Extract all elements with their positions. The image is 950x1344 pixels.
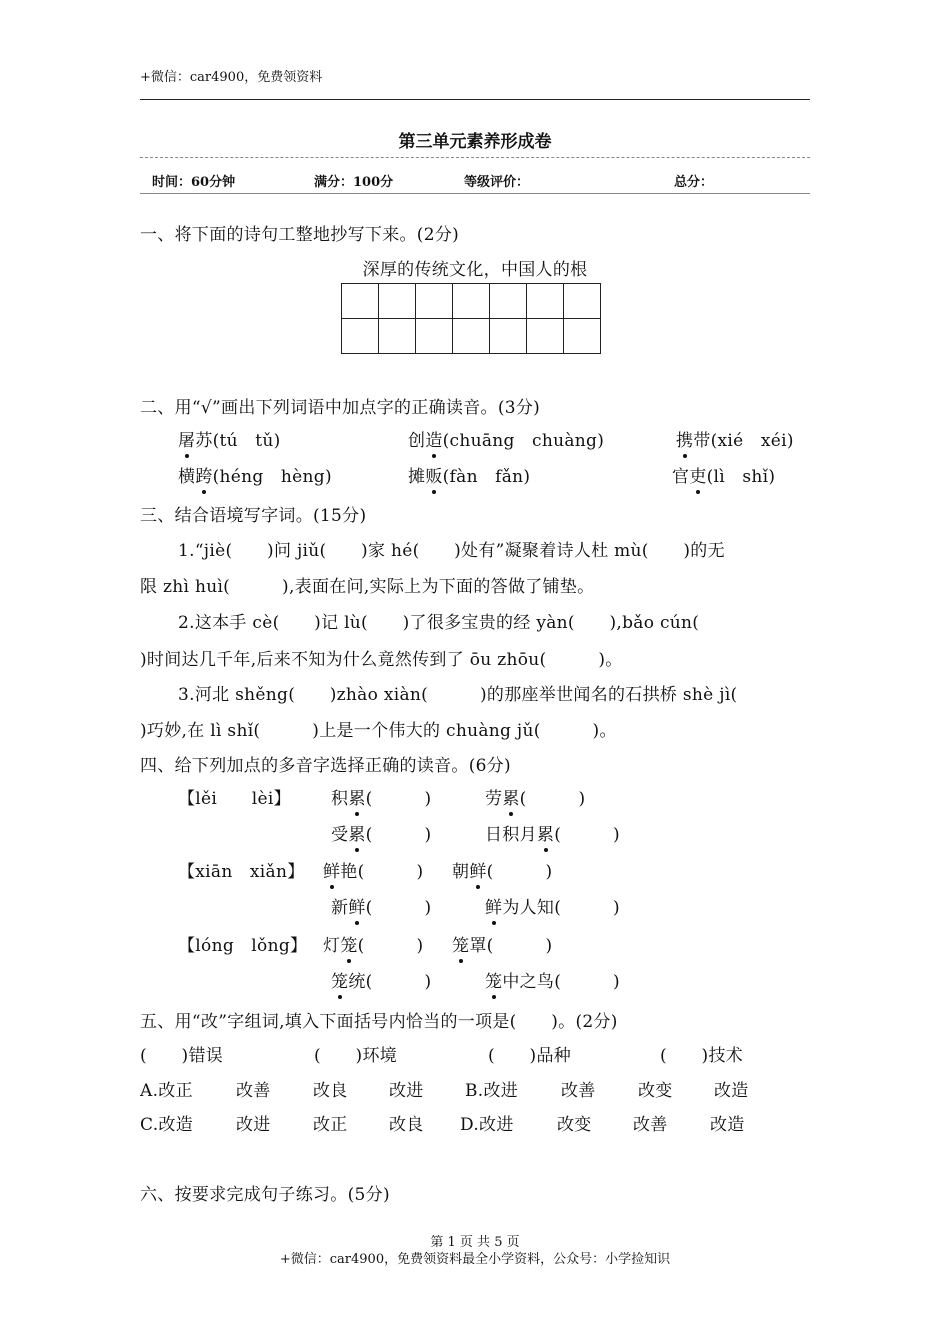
exam-grade: 等级评价： xyxy=(464,175,530,190)
q4-item: 笼罩( ) xyxy=(452,931,552,956)
grid-cell[interactable] xyxy=(527,284,564,319)
q2-item: 屠苏(tú tǔ) xyxy=(178,426,281,451)
grid-cell[interactable] xyxy=(379,319,416,354)
dotted-char: 笼 xyxy=(452,931,469,956)
option-word: 改变 xyxy=(638,1081,673,1101)
q2-heading: 二、用“√”画出下列词语中加点字的正确读音。(3分) xyxy=(140,398,541,418)
grid-cell[interactable] xyxy=(490,284,527,319)
q4-item: 鲜为人知( ) xyxy=(485,893,620,918)
q2-item: 创造(chuāng chuàng) xyxy=(408,426,604,451)
dotted-char: 笼 xyxy=(485,967,502,992)
q1-heading: 一、将下面的诗句工整地抄写下来。(2分) xyxy=(140,225,460,245)
dotted-char: 鲜 xyxy=(323,857,340,882)
q2-item: 摊贩(fàn fǎn) xyxy=(408,462,530,487)
dotted-char: 携 xyxy=(676,426,693,451)
option-word: 改正 xyxy=(313,1115,348,1135)
q3-line: 限 zhì huì( ),表面在问,实际上为下面的答做了铺垫。 xyxy=(140,577,595,597)
grid-cell[interactable] xyxy=(379,284,416,319)
q4-label: 【lěi lèi】 xyxy=(178,789,291,809)
option-word: 改变 xyxy=(557,1115,592,1135)
q4-item: 劳累( ) xyxy=(485,784,585,809)
dotted-char: 累 xyxy=(502,784,519,809)
grid-cell[interactable] xyxy=(453,284,490,319)
header-note: +微信：car4900，免费领资料 xyxy=(140,70,323,85)
q4-item: 受累( ) xyxy=(331,820,431,845)
option-word: 改造 xyxy=(714,1081,749,1101)
exam-title: 第三单元素养形成卷 xyxy=(398,132,552,152)
dotted-char: 累 xyxy=(537,820,554,845)
q4-label: 【lóng lǒng】 xyxy=(178,936,308,956)
option-word: 改进 xyxy=(236,1115,271,1135)
option-word: 改善 xyxy=(633,1115,668,1135)
option-label: A.改正 xyxy=(140,1081,193,1101)
page-number: 第 1 页 共 5 页 xyxy=(430,1235,520,1250)
grid-cell[interactable] xyxy=(490,319,527,354)
q4-item: 积累( ) xyxy=(331,784,431,809)
option-word: 改良 xyxy=(313,1081,348,1101)
meta-divider xyxy=(140,193,810,194)
grid-cell[interactable] xyxy=(527,319,564,354)
q3-line: )巧妙,在 lì shǐ( )上是一个伟大的 chuàng jǔ( )。 xyxy=(140,721,617,741)
q2-item: 横跨(héng hèng) xyxy=(178,462,332,487)
grid-cell[interactable] xyxy=(342,284,379,319)
grid-cell[interactable] xyxy=(564,319,601,354)
footer-note: +微信：car4900，免费领资料最全小学资料，公众号：小学捡知识 xyxy=(279,1252,671,1267)
q4-item: 日积月累( ) xyxy=(485,820,620,845)
q4-item: 笼中之鸟( ) xyxy=(485,967,620,992)
dotted-char: 笼 xyxy=(331,967,348,992)
dotted-char: 累 xyxy=(348,820,365,845)
q3-line: 3.河北 shěng( )zhào xiàn( )的那座举世闻名的石拱桥 shè jì( xyxy=(178,685,738,705)
q4-item: 灯笼( ) xyxy=(323,931,423,956)
q4-item: 朝鲜( ) xyxy=(452,857,552,882)
option-label: C.改造 xyxy=(140,1115,194,1135)
dotted-char: 吏 xyxy=(689,462,706,487)
option-word: 改造 xyxy=(710,1115,745,1135)
q5-blank: ( )错误 xyxy=(140,1046,224,1066)
dotted-char: 造 xyxy=(425,426,442,451)
exam-total: 总分： xyxy=(674,175,714,190)
q1-sentence: 深厚的传统文化，中国人的根 xyxy=(362,260,588,280)
option-word: 改善 xyxy=(561,1081,596,1101)
dotted-char: 鲜 xyxy=(469,857,486,882)
dotted-char: 累 xyxy=(348,784,365,809)
option-label: D.改进 xyxy=(460,1115,514,1135)
dotted-char: 跨 xyxy=(195,462,212,487)
dotted-char: 鲜 xyxy=(485,893,502,918)
grid-cell[interactable] xyxy=(342,319,379,354)
q4-item: 鲜艳( ) xyxy=(323,857,423,882)
option-word: 改进 xyxy=(389,1081,424,1101)
exam-time: 时间：60分钟 xyxy=(152,175,236,190)
header-rule xyxy=(140,99,810,100)
grid-cell[interactable] xyxy=(453,319,490,354)
q3-line: 2.这本手 cè( )记 lù( )了很多宝贵的经 yàn( ),bǎo cún( xyxy=(178,613,700,633)
q5-heading: 五、用“改”字组词,填入下面括号内恰当的一项是( )。(2分) xyxy=(140,1012,618,1032)
q4-item: 笼统( ) xyxy=(331,967,431,992)
q6-heading: 六、按要求完成句子练习。(5分) xyxy=(140,1185,390,1205)
q2-item: 官吏(lì shǐ) xyxy=(672,462,775,487)
q3-heading: 三、结合语境写字词。(15分) xyxy=(140,506,367,526)
option-word: 改善 xyxy=(236,1081,271,1101)
dotted-char: 贩 xyxy=(425,462,442,487)
copy-grid xyxy=(341,283,601,354)
dotted-char: 屠 xyxy=(178,426,195,451)
q5-blank: ( )品种 xyxy=(488,1046,572,1066)
grid-cell[interactable] xyxy=(564,284,601,319)
exam-full-score: 满分：100分 xyxy=(314,175,394,190)
grid-cell[interactable] xyxy=(416,319,453,354)
q4-item: 新鲜( ) xyxy=(331,893,431,918)
option-word: 改良 xyxy=(389,1115,424,1135)
q5-blank: ( )环境 xyxy=(314,1046,398,1066)
q4-heading: 四、给下列加点的多音字选择正确的读音。(6分) xyxy=(140,756,511,776)
dotted-char: 笼 xyxy=(340,931,357,956)
dotted-char: 鲜 xyxy=(348,893,365,918)
grid-cell[interactable] xyxy=(416,284,453,319)
option-label: B.改进 xyxy=(465,1081,519,1101)
title-divider xyxy=(140,157,810,158)
q4-label: 【xiān xiǎn】 xyxy=(178,862,305,882)
q3-line: 1.“jiè( )问 jiǔ( )家 hé( )处有”凝聚着诗人杜 mù( )的无 xyxy=(178,541,725,561)
q3-line: )时间达几千年,后来不知为什么竟然传到了 ōu zhōu( )。 xyxy=(140,650,623,670)
q5-blank: ( )技术 xyxy=(660,1046,744,1066)
q2-item: 携带(xié xéi) xyxy=(676,426,794,451)
